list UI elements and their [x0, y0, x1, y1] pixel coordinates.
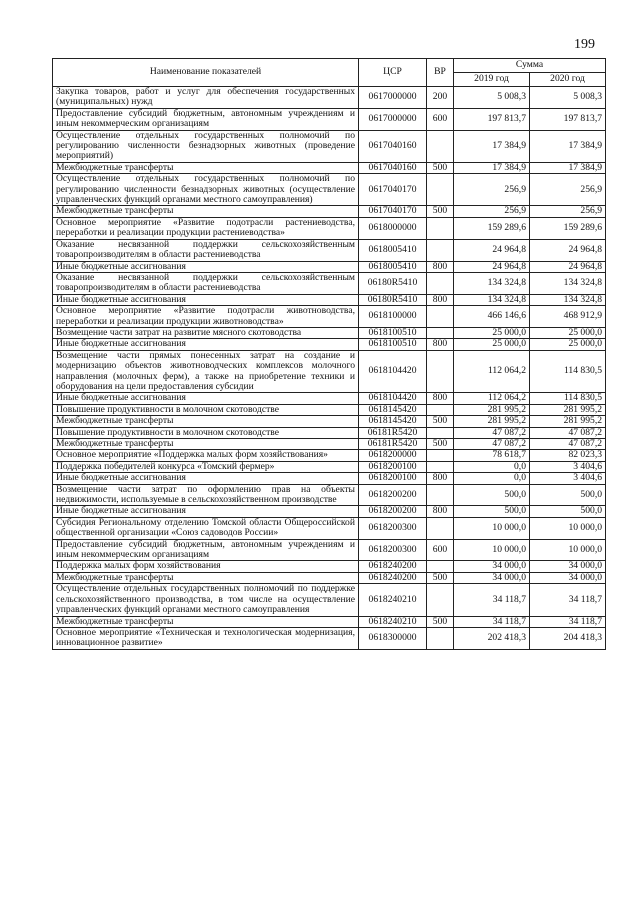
table-row	[53, 484, 606, 506]
budget-table	[52, 58, 606, 650]
cell-y2019: 24 964,8	[454, 261, 530, 272]
cell-y2020: 10 000,0	[530, 517, 606, 539]
cell-csr: 0618104420	[359, 393, 427, 404]
cell-name: Основное мероприятие «Техническая и технологическая модернизация, инновационное развитие»	[53, 627, 359, 649]
cell-csr: 0618200100	[359, 473, 427, 484]
cell-y2020: 34 000,0	[530, 572, 606, 583]
cell-name: Оказание несвязанной поддержки сельскохозяйственным товаропроизводителям в области растениеводства	[53, 239, 359, 261]
cell-y2020: 256,9	[530, 206, 606, 217]
cell-csr: 06181R5420	[359, 439, 427, 450]
cell-y2020: 256,9	[530, 174, 606, 206]
cell-csr: 0618200300	[359, 539, 427, 561]
table-row	[53, 206, 606, 217]
cell-vr	[427, 561, 454, 572]
cell-y2020: 47 087,2	[530, 427, 606, 438]
cell-y2020: 197 813,7	[530, 108, 606, 130]
cell-y2019: 24 964,8	[454, 239, 530, 261]
table-row	[53, 561, 606, 572]
cell-csr: 0618200000	[359, 450, 427, 461]
cell-y2020: 204 418,3	[530, 627, 606, 649]
cell-y2019: 112 064,2	[454, 393, 530, 404]
cell-name: Иные бюджетные ассигнования	[53, 473, 359, 484]
cell-name: Межбюджетные трансферты	[53, 439, 359, 450]
header-name: Наименование показателей	[53, 59, 359, 87]
cell-csr: 0617000000	[359, 87, 427, 109]
table-row	[53, 350, 606, 393]
cell-y2020: 25 000,0	[530, 327, 606, 338]
table-row	[53, 450, 606, 461]
cell-name: Оказание несвязанной поддержки сельскохозяйственным товаропроизводителям в области растениеводства	[53, 272, 359, 294]
cell-name: Осуществление отдельных государственных полномочий по регулированию численности безнадзорных животных (осуществление управленческих функций органами местного самоуправления)	[53, 174, 359, 206]
cell-y2020: 114 830,5	[530, 350, 606, 393]
cell-vr	[427, 427, 454, 438]
cell-name: Закупка товаров, работ и услуг для обеспечения государственных (муниципальных) нужд	[53, 87, 359, 109]
table-row	[53, 174, 606, 206]
cell-name: Межбюджетные трансферты	[53, 162, 359, 173]
cell-y2020: 10 000,0	[530, 539, 606, 561]
table-row	[53, 439, 606, 450]
cell-csr: 0618200300	[359, 517, 427, 539]
cell-csr: 06180R5410	[359, 294, 427, 305]
cell-y2020: 17 384,9	[530, 162, 606, 173]
cell-vr: 500	[427, 162, 454, 173]
cell-vr	[427, 627, 454, 649]
cell-y2020: 34 118,7	[530, 584, 606, 616]
cell-vr: 200	[427, 87, 454, 109]
header-year-2020: 2020 год	[530, 73, 606, 87]
cell-csr: 0618145420	[359, 404, 427, 415]
cell-vr	[427, 217, 454, 239]
cell-y2019: 159 289,6	[454, 217, 530, 239]
cell-y2020: 3 404,6	[530, 461, 606, 472]
cell-y2020: 47 087,2	[530, 439, 606, 450]
cell-y2020: 281 995,2	[530, 416, 606, 427]
cell-name: Межбюджетные трансферты	[53, 616, 359, 627]
cell-vr: 500	[427, 206, 454, 217]
table-row	[53, 506, 606, 517]
cell-csr: 0618100000	[359, 306, 427, 328]
cell-csr: 0617000000	[359, 108, 427, 130]
cell-vr	[427, 350, 454, 393]
table-row	[53, 461, 606, 472]
cell-vr	[427, 461, 454, 472]
cell-vr	[427, 584, 454, 616]
cell-name: Осуществление отдельных государственных полномочий по поддержке сельскохозяйственного производства, в том числе на осуществление управленческих функций органами местного самоуправления	[53, 584, 359, 616]
table-row	[53, 627, 606, 649]
cell-name: Иные бюджетные ассигнования	[53, 339, 359, 350]
cell-vr	[427, 174, 454, 206]
cell-vr	[427, 130, 454, 162]
cell-name: Возмещение части затрат по оформлению прав на объекты недвижимости, используемые в сельскохозяйственном производстве	[53, 484, 359, 506]
cell-vr	[427, 327, 454, 338]
cell-name: Иные бюджетные ассигнования	[53, 294, 359, 305]
cell-y2020: 3 404,6	[530, 473, 606, 484]
cell-vr: 500	[427, 616, 454, 627]
table-row	[53, 517, 606, 539]
cell-y2019: 25 000,0	[454, 339, 530, 350]
cell-y2020: 25 000,0	[530, 339, 606, 350]
table-row	[53, 393, 606, 404]
cell-csr: 0618240210	[359, 616, 427, 627]
cell-name: Межбюджетные трансферты	[53, 572, 359, 583]
cell-csr: 0618100510	[359, 327, 427, 338]
cell-csr: 0618240200	[359, 572, 427, 583]
cell-name: Межбюджетные трансферты	[53, 416, 359, 427]
cell-y2020: 134 324,8	[530, 272, 606, 294]
cell-csr: 0618200200	[359, 506, 427, 517]
cell-name: Повышение продуктивности в молочном скотоводстве	[53, 427, 359, 438]
cell-csr: 0618000000	[359, 217, 427, 239]
cell-y2019: 78 618,7	[454, 450, 530, 461]
cell-y2020: 500,0	[530, 484, 606, 506]
table-row	[53, 616, 606, 627]
cell-csr: 0617040170	[359, 174, 427, 206]
cell-vr: 600	[427, 539, 454, 561]
cell-csr: 0618240200	[359, 561, 427, 572]
table-row	[53, 427, 606, 438]
header-csr: ЦСР	[359, 59, 427, 87]
cell-y2019: 47 087,2	[454, 439, 530, 450]
cell-y2019: 202 418,3	[454, 627, 530, 649]
table-row	[53, 130, 606, 162]
cell-csr: 0617040160	[359, 162, 427, 173]
cell-vr: 800	[427, 473, 454, 484]
cell-y2020: 34 118,7	[530, 616, 606, 627]
cell-y2019: 500,0	[454, 484, 530, 506]
cell-vr: 800	[427, 506, 454, 517]
table-row	[53, 261, 606, 272]
cell-y2020: 24 964,8	[530, 261, 606, 272]
table-row	[53, 572, 606, 583]
cell-vr	[427, 404, 454, 415]
cell-csr: 06180R5410	[359, 272, 427, 294]
cell-csr: 0617040160	[359, 130, 427, 162]
table-row	[53, 87, 606, 109]
cell-vr	[427, 272, 454, 294]
cell-name: Возмещение части затрат на развитие мясного скотоводства	[53, 327, 359, 338]
cell-vr	[427, 306, 454, 328]
cell-y2019: 34 000,0	[454, 561, 530, 572]
cell-csr: 0618145420	[359, 416, 427, 427]
cell-y2019: 500,0	[454, 506, 530, 517]
cell-y2019: 197 813,7	[454, 108, 530, 130]
cell-y2019: 17 384,9	[454, 162, 530, 173]
cell-name: Межбюджетные трансферты	[53, 206, 359, 217]
table-row	[53, 217, 606, 239]
cell-vr: 500	[427, 572, 454, 583]
table-row	[53, 404, 606, 415]
cell-name: Повышение продуктивности в молочном скотоводстве	[53, 404, 359, 415]
cell-y2019: 134 324,8	[454, 272, 530, 294]
cell-name: Иные бюджетные ассигнования	[53, 393, 359, 404]
cell-vr: 600	[427, 108, 454, 130]
cell-name: Основное мероприятие «Развитие подотрасли животноводства, переработки и реализации продукции животноводства»	[53, 306, 359, 328]
cell-y2020: 34 000,0	[530, 561, 606, 572]
cell-name: Поддержка малых форм хозяйствования	[53, 561, 359, 572]
cell-name: Осуществление отдельных государственных полномочий по регулированию численности безнадзорных животных (проведение мероприятий)	[53, 130, 359, 162]
cell-y2019: 47 087,2	[454, 427, 530, 438]
cell-y2020: 468 912,9	[530, 306, 606, 328]
table-row	[53, 272, 606, 294]
cell-csr: 0618005410	[359, 239, 427, 261]
table-row	[53, 306, 606, 328]
cell-csr: 0618100510	[359, 339, 427, 350]
cell-name: Основное мероприятие «Поддержка малых форм хозяйствования»	[53, 450, 359, 461]
cell-csr: 0618300000	[359, 627, 427, 649]
cell-vr: 800	[427, 294, 454, 305]
cell-vr: 800	[427, 261, 454, 272]
page-number: 199	[574, 37, 595, 52]
cell-csr: 0618200100	[359, 461, 427, 472]
header-vr: ВР	[427, 59, 454, 87]
cell-csr: 0618240210	[359, 584, 427, 616]
table-row	[53, 539, 606, 561]
table-row	[53, 416, 606, 427]
cell-y2019: 5 008,3	[454, 87, 530, 109]
cell-y2019: 281 995,2	[454, 404, 530, 415]
header-year-2019: 2019 год	[454, 73, 530, 87]
cell-y2020: 82 023,3	[530, 450, 606, 461]
cell-y2020: 24 964,8	[530, 239, 606, 261]
cell-vr	[427, 484, 454, 506]
cell-y2019: 10 000,0	[454, 517, 530, 539]
cell-vr: 800	[427, 339, 454, 350]
cell-vr: 800	[427, 393, 454, 404]
cell-name: Субсидия Региональному отделению Томской области Общероссийской общественной организации «Союз садоводов России»	[53, 517, 359, 539]
cell-name: Предоставление субсидий бюджетным, автономным учреждениям и иным некоммерческим организациям	[53, 108, 359, 130]
cell-name: Предоставление субсидий бюджетным, автономным учреждениям и иным некоммерческим организациям	[53, 539, 359, 561]
cell-csr: 0618200200	[359, 484, 427, 506]
cell-csr: 0617040170	[359, 206, 427, 217]
cell-y2019: 281 995,2	[454, 416, 530, 427]
cell-y2020: 500,0	[530, 506, 606, 517]
cell-y2020: 114 830,5	[530, 393, 606, 404]
cell-csr: 0618005410	[359, 261, 427, 272]
cell-y2020: 159 289,6	[530, 217, 606, 239]
cell-vr	[427, 517, 454, 539]
header-sum: Сумма	[454, 59, 606, 73]
cell-y2019: 112 064,2	[454, 350, 530, 393]
cell-y2019: 17 384,9	[454, 130, 530, 162]
cell-name: Основное мероприятие «Развитие подотрасли растениеводства, переработки и реализации продукции растениеводства»	[53, 217, 359, 239]
cell-y2020: 134 324,8	[530, 294, 606, 305]
cell-vr	[427, 450, 454, 461]
cell-y2020: 5 008,3	[530, 87, 606, 109]
cell-name: Иные бюджетные ассигнования	[53, 506, 359, 517]
cell-y2019: 34 118,7	[454, 616, 530, 627]
table-row	[53, 473, 606, 484]
cell-vr	[427, 239, 454, 261]
cell-csr: 0618104420	[359, 350, 427, 393]
cell-vr: 500	[427, 439, 454, 450]
table-row	[53, 294, 606, 305]
cell-csr: 06181R5420	[359, 427, 427, 438]
table-row	[53, 327, 606, 338]
table-row	[53, 162, 606, 173]
cell-name: Поддержка победителей конкурса «Томский фермер»	[53, 461, 359, 472]
table-row	[53, 108, 606, 130]
cell-y2020: 281 995,2	[530, 404, 606, 415]
table-row	[53, 584, 606, 616]
table-row	[53, 239, 606, 261]
cell-vr: 500	[427, 416, 454, 427]
cell-name: Возмещение части прямых понесенных затрат на создание и модернизацию объектов животноводческих комплексов молочного направления (молочных ферм), а также на приобретение техники и оборудования на цели предоставления субсидии	[53, 350, 359, 393]
cell-y2020: 17 384,9	[530, 130, 606, 162]
cell-y2019: 0,0	[454, 461, 530, 472]
cell-y2019: 25 000,0	[454, 327, 530, 338]
cell-y2019: 10 000,0	[454, 539, 530, 561]
cell-y2019: 34 118,7	[454, 584, 530, 616]
cell-y2019: 256,9	[454, 206, 530, 217]
cell-y2019: 256,9	[454, 174, 530, 206]
cell-y2019: 34 000,0	[454, 572, 530, 583]
table-row	[53, 339, 606, 350]
cell-y2019: 134 324,8	[454, 294, 530, 305]
cell-y2019: 0,0	[454, 473, 530, 484]
cell-name: Иные бюджетные ассигнования	[53, 261, 359, 272]
cell-y2019: 466 146,6	[454, 306, 530, 328]
